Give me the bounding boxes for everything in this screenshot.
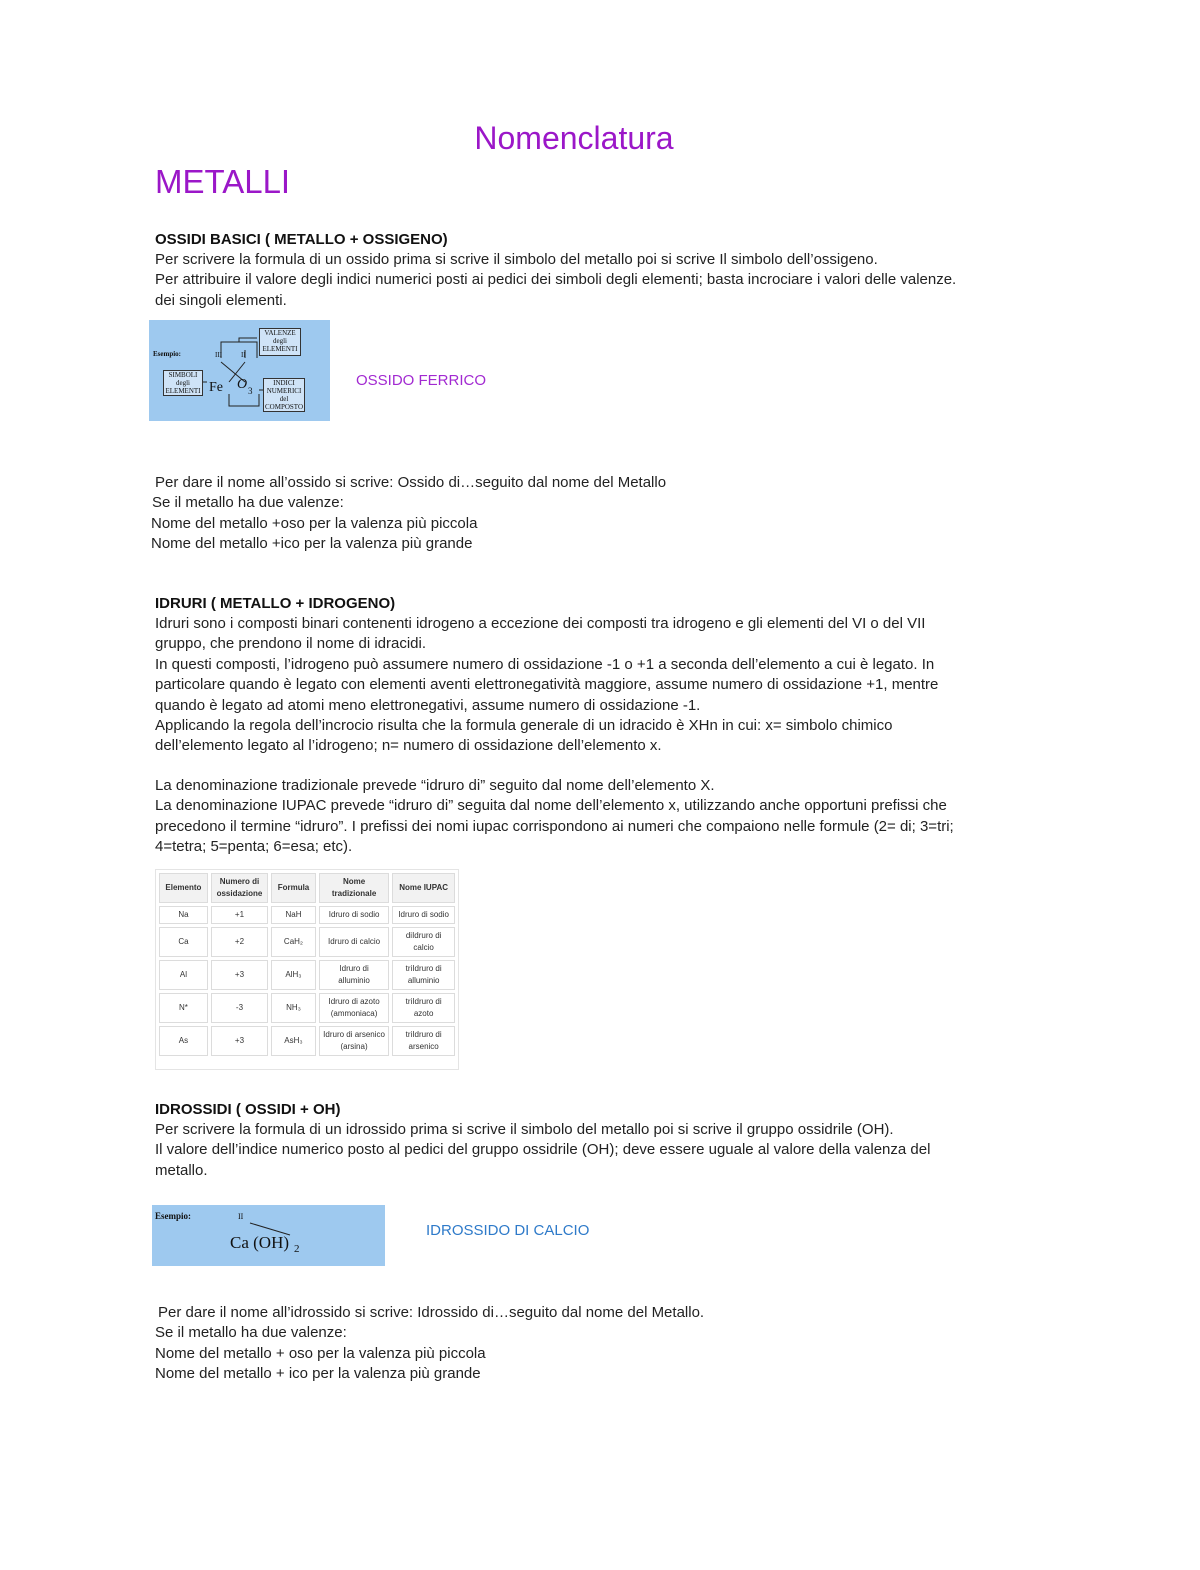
table-cell: triIdruro di azoto xyxy=(392,993,455,1023)
idruri-paragraph xyxy=(155,614,938,757)
text-line: Per attribuire il valore degli indici numerici posti ai pedici dei simboli degli elementi; basta incrociare i valori delle valenze. xyxy=(155,271,957,289)
valence-label: II xyxy=(238,1212,244,1221)
example-label: Esempio: xyxy=(155,1211,191,1221)
idruri-table-image xyxy=(155,869,459,1070)
table-cell: Idruro di alluminio xyxy=(319,960,389,990)
table-row xyxy=(159,927,455,957)
ossido-diagram-image xyxy=(149,320,330,421)
idrossidi-paragraph xyxy=(155,1120,930,1181)
text-line: In questi composti, l’idrogeno può assumere numero di ossidazione -1 o +1 a seconda dell’elemento a cui è legato. In xyxy=(155,655,935,673)
text-line: Per scrivere la formula di un ossido prima si scrive il simbolo del metallo poi si scrive Il simbolo dell’ossigeno. xyxy=(155,251,878,268)
idruri-denominazione xyxy=(155,776,954,858)
table-cell: Na xyxy=(159,906,208,924)
text-line: La denominazione IUPAC prevede “idruro di” seguita dal nome dell’elemento x, utilizzando anche opportuni prefissi che xyxy=(155,797,947,815)
example-label: Esempio: xyxy=(153,350,181,358)
table-cell: CaH₂ xyxy=(271,927,316,957)
table-cell: Idruro di sodio xyxy=(392,906,455,924)
text-line: Per scrivere la formula di un idrossido prima si scrive il simbolo del metallo poi si scrive il gruppo ossidrile (OH). xyxy=(155,1121,894,1138)
table-cell: +3 xyxy=(211,1026,268,1056)
text-line: 4=tetra; 5=penta; 6=esa; etc). xyxy=(155,838,353,856)
text-line: dell’elemento legato al l’idrogeno; n= numero di ossidazione dell’elemento x. xyxy=(155,737,662,755)
box-indici: INDICI NUMERICI del COMPOSTO xyxy=(265,379,303,411)
idruri-heading: IDRURI ( METALLO + IDROGENO) xyxy=(155,595,396,612)
table-cell: Al xyxy=(159,960,208,990)
table-cell: +1 xyxy=(211,906,268,924)
text-line: Per dare il nome all’ossido si scrive: Ossido di…seguito dal nome del Metallo xyxy=(155,474,667,491)
text-line: Se il metallo ha due valenze: xyxy=(155,1324,347,1342)
column-header: Numero di ossidazione xyxy=(211,873,268,903)
ossido-ferrico-caption: OSSIDO FERRICO xyxy=(356,372,487,389)
table-cell: As xyxy=(159,1026,208,1056)
text-line: dei singoli elementi. xyxy=(155,291,287,309)
text-line: Idruri sono i composti binari contenenti idrogeno a eccezione dei composti tra idrogeno e gli elementi del VI o del VII xyxy=(155,615,926,632)
table-row xyxy=(159,906,455,924)
table-cell: Idruro di sodio xyxy=(319,906,389,924)
table-row xyxy=(159,993,455,1023)
text-line: precedono il termine “idruro”. I prefissi dei nomi iupac corrispondono ai numeri che compaiono nelle formule (2= di; 3=tri; xyxy=(155,817,954,835)
subscript-o: 3 xyxy=(248,386,253,396)
idruri-table xyxy=(156,870,458,1059)
ossidi-naming-rules xyxy=(151,473,667,555)
table-cell: AlH₃ xyxy=(271,960,316,990)
table-cell: NaH xyxy=(271,906,316,924)
idrossido-caption: IDROSSIDO DI CALCIO xyxy=(426,1222,590,1239)
ossidi-paragraph xyxy=(155,250,956,311)
idrossidi-naming-rules xyxy=(155,1303,704,1385)
column-header: Nome tradizionale xyxy=(319,873,389,903)
table-cell: AsH₃ xyxy=(271,1026,316,1056)
table-cell: triIdruro di alluminio xyxy=(392,960,455,990)
column-header: Elemento xyxy=(159,873,208,903)
idrossido-diagram-image xyxy=(152,1205,385,1266)
section-heading-metalli: METALLI xyxy=(155,163,291,200)
table-cell: diIdruro di calcio xyxy=(392,927,455,957)
table-cell: Idruro di arsenico (arsina) xyxy=(319,1026,389,1056)
text-line: La denominazione tradizionale prevede “idruro di” seguito dal nome dell’elemento X. xyxy=(155,777,715,794)
text-line: quando è legato ad atomi meno elettronegativi, assume numero di ossidazione -1. xyxy=(155,696,701,714)
table-header-row xyxy=(159,873,455,903)
text-line: Se il metallo ha due valenze: xyxy=(152,494,344,512)
column-header: Formula xyxy=(271,873,316,903)
box-valenze: VALENZE degli ELEMENTI xyxy=(259,328,301,356)
valence-label: II xyxy=(241,351,246,359)
text-line: gruppo, che prendono il nome di idracidi. xyxy=(155,635,427,653)
column-header: Nome IUPAC xyxy=(392,873,455,903)
table-cell: Ca xyxy=(159,927,208,957)
symbol-o: O xyxy=(237,377,248,392)
valence-label: III xyxy=(215,351,222,359)
table-row xyxy=(159,1026,455,1056)
text-line: Nome del metallo +oso per la valenza più piccola xyxy=(151,514,478,532)
table-cell: +3 xyxy=(211,960,268,990)
table-row xyxy=(159,960,455,990)
table-cell: N* xyxy=(159,993,208,1023)
table-cell: -3 xyxy=(211,993,268,1023)
page-title: Nomenclatura xyxy=(474,120,674,156)
text-line: metallo. xyxy=(155,1161,208,1179)
text-line: Nome del metallo + ico per la valenza più grande xyxy=(155,1365,481,1383)
text-line: Per dare il nome all’idrossido si scrive: Idrossido di…seguito dal nome del Metallo. xyxy=(158,1304,705,1321)
formula-subscript: 2 xyxy=(294,1243,300,1255)
formula-ca-oh: Ca (OH) xyxy=(230,1233,290,1252)
symbol-fe: Fe xyxy=(209,380,223,395)
text-line: Applicando la regola dell’incrocio risulta che la formula generale di un idracido è XHn in cui: x= simbolo chimico xyxy=(155,717,893,735)
table-cell: NH₃ xyxy=(271,993,316,1023)
box-simboli: SIMBOLI degli ELEMENTI xyxy=(163,370,203,396)
text-line: Il valore dell’indice numerico posto al pedici del gruppo ossidrile (OH); deve essere uguale al valore della valenza del xyxy=(155,1141,931,1159)
table-cell: +2 xyxy=(211,927,268,957)
table-cell: triIdruro di arsenico xyxy=(392,1026,455,1056)
text-line: Nome del metallo + oso per la valenza più piccola xyxy=(155,1344,486,1362)
table-cell: Idruro di calcio xyxy=(319,927,389,957)
ossidi-heading: OSSIDI BASICI ( METALLO + OSSIGENO) xyxy=(155,231,448,248)
idrossidi-heading: IDROSSIDI ( OSSIDI + OH) xyxy=(155,1101,341,1118)
text-line: particolare quando è legato con elementi aventi elettronegatività maggiore, assume numero di ossidazione +1, mentre xyxy=(155,676,939,694)
text-line: Nome del metallo +ico per la valenza più grande xyxy=(151,535,473,553)
table-cell: Idruro di azoto (ammoniaca) xyxy=(319,993,389,1023)
